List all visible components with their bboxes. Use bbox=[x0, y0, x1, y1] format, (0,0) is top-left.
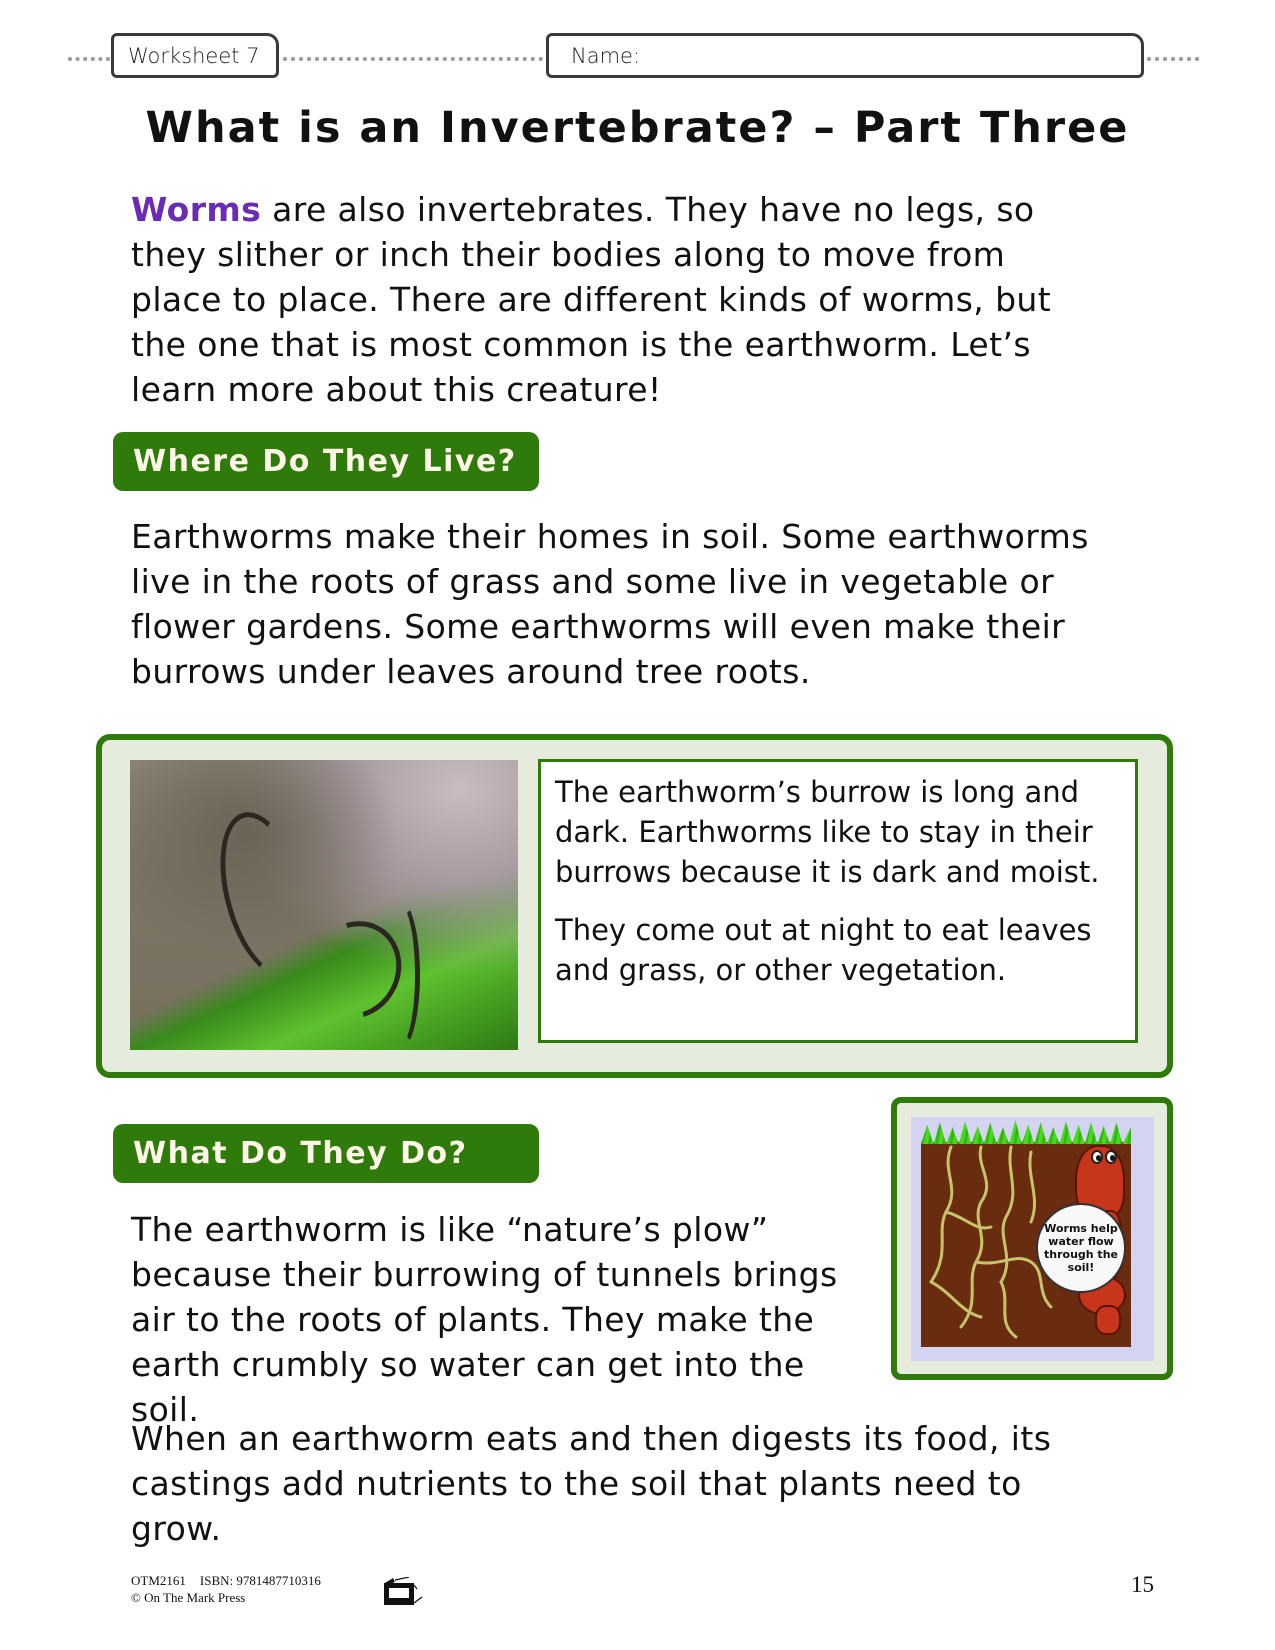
where-they-live-paragraph: Earthworms make their homes in soil. Some earthworms live in the roots of grass and some live in vegetable or flower gardens. Some earthworms will even make their burrows under leaves around tree roots. bbox=[131, 517, 1089, 691]
publisher-logo-icon bbox=[383, 1577, 423, 1607]
section-heading-where-do-they-live bbox=[113, 432, 539, 491]
intro-paragraph bbox=[131, 187, 1091, 412]
burrow-description-paragraph: They come out at night to eat leaves and grass, or other vegetation. bbox=[555, 913, 1092, 987]
burrow-tunnel-shape bbox=[204, 803, 325, 988]
isbn: ISBN: 9781487710316 bbox=[199, 1573, 321, 1588]
footer-codes bbox=[131, 1572, 321, 1589]
speech-bubble bbox=[1036, 1203, 1126, 1293]
intro-text: are also invertebrates. They have no legs, so they slither or inch their bodies along to move from place to place. There are different kinds of worms, but the one that is most common is the earthworm. Let’s learn more about this creature! bbox=[131, 190, 1052, 409]
section-heading-text: Where Do They Live? bbox=[133, 444, 517, 479]
name-field[interactable] bbox=[546, 33, 1144, 78]
worksheet-label bbox=[111, 33, 279, 78]
header-dotted-rule-right bbox=[1147, 57, 1199, 61]
page-title: What is an Invertebrate? – Part Three bbox=[145, 103, 1130, 153]
header-dotted-rule-left bbox=[68, 57, 110, 61]
intro-highlight-word: Worms bbox=[131, 190, 262, 229]
footer-publisher-info bbox=[131, 1572, 321, 1606]
section-heading-what-do-they-do bbox=[113, 1124, 539, 1183]
copyright: © On The Mark Press bbox=[131, 1590, 246, 1605]
what-they-do-paragraph: The earthworm is like “nature’s plow” because their burrowing of tunnels brings air to the roots of plants. They make the earth crumbly so water can get into the soil. bbox=[131, 1210, 838, 1429]
page-number: 15 bbox=[1131, 1572, 1154, 1597]
burrow-description-paragraph: The earthworm’s burrow is long and dark. Earthworms like to stay in their burrows because it is dark and moist. bbox=[555, 775, 1100, 889]
product-code: OTM2161 bbox=[131, 1573, 186, 1588]
name-field-label: Name: bbox=[571, 43, 641, 68]
cartoon-worm-tail bbox=[1095, 1305, 1121, 1335]
header-dotted-rule-middle bbox=[283, 57, 543, 61]
burrow-description bbox=[538, 759, 1138, 1043]
earthworm-burrow-photo bbox=[130, 760, 518, 1050]
speech-bubble-text: Worms help water flow through the soil! bbox=[1044, 1222, 1118, 1274]
worm-eye-icon bbox=[1091, 1150, 1103, 1164]
worm-eye-icon bbox=[1105, 1150, 1117, 1164]
worksheet-label-text: Worksheet 7 bbox=[128, 43, 260, 68]
castings-paragraph: When an earthworm eats and then digests its food, its castings add nutrients to the soil that plants need to grow. bbox=[131, 1419, 1052, 1548]
burrow-tunnel-shape bbox=[380, 900, 420, 1050]
section-heading-text: What Do They Do? bbox=[133, 1136, 468, 1171]
